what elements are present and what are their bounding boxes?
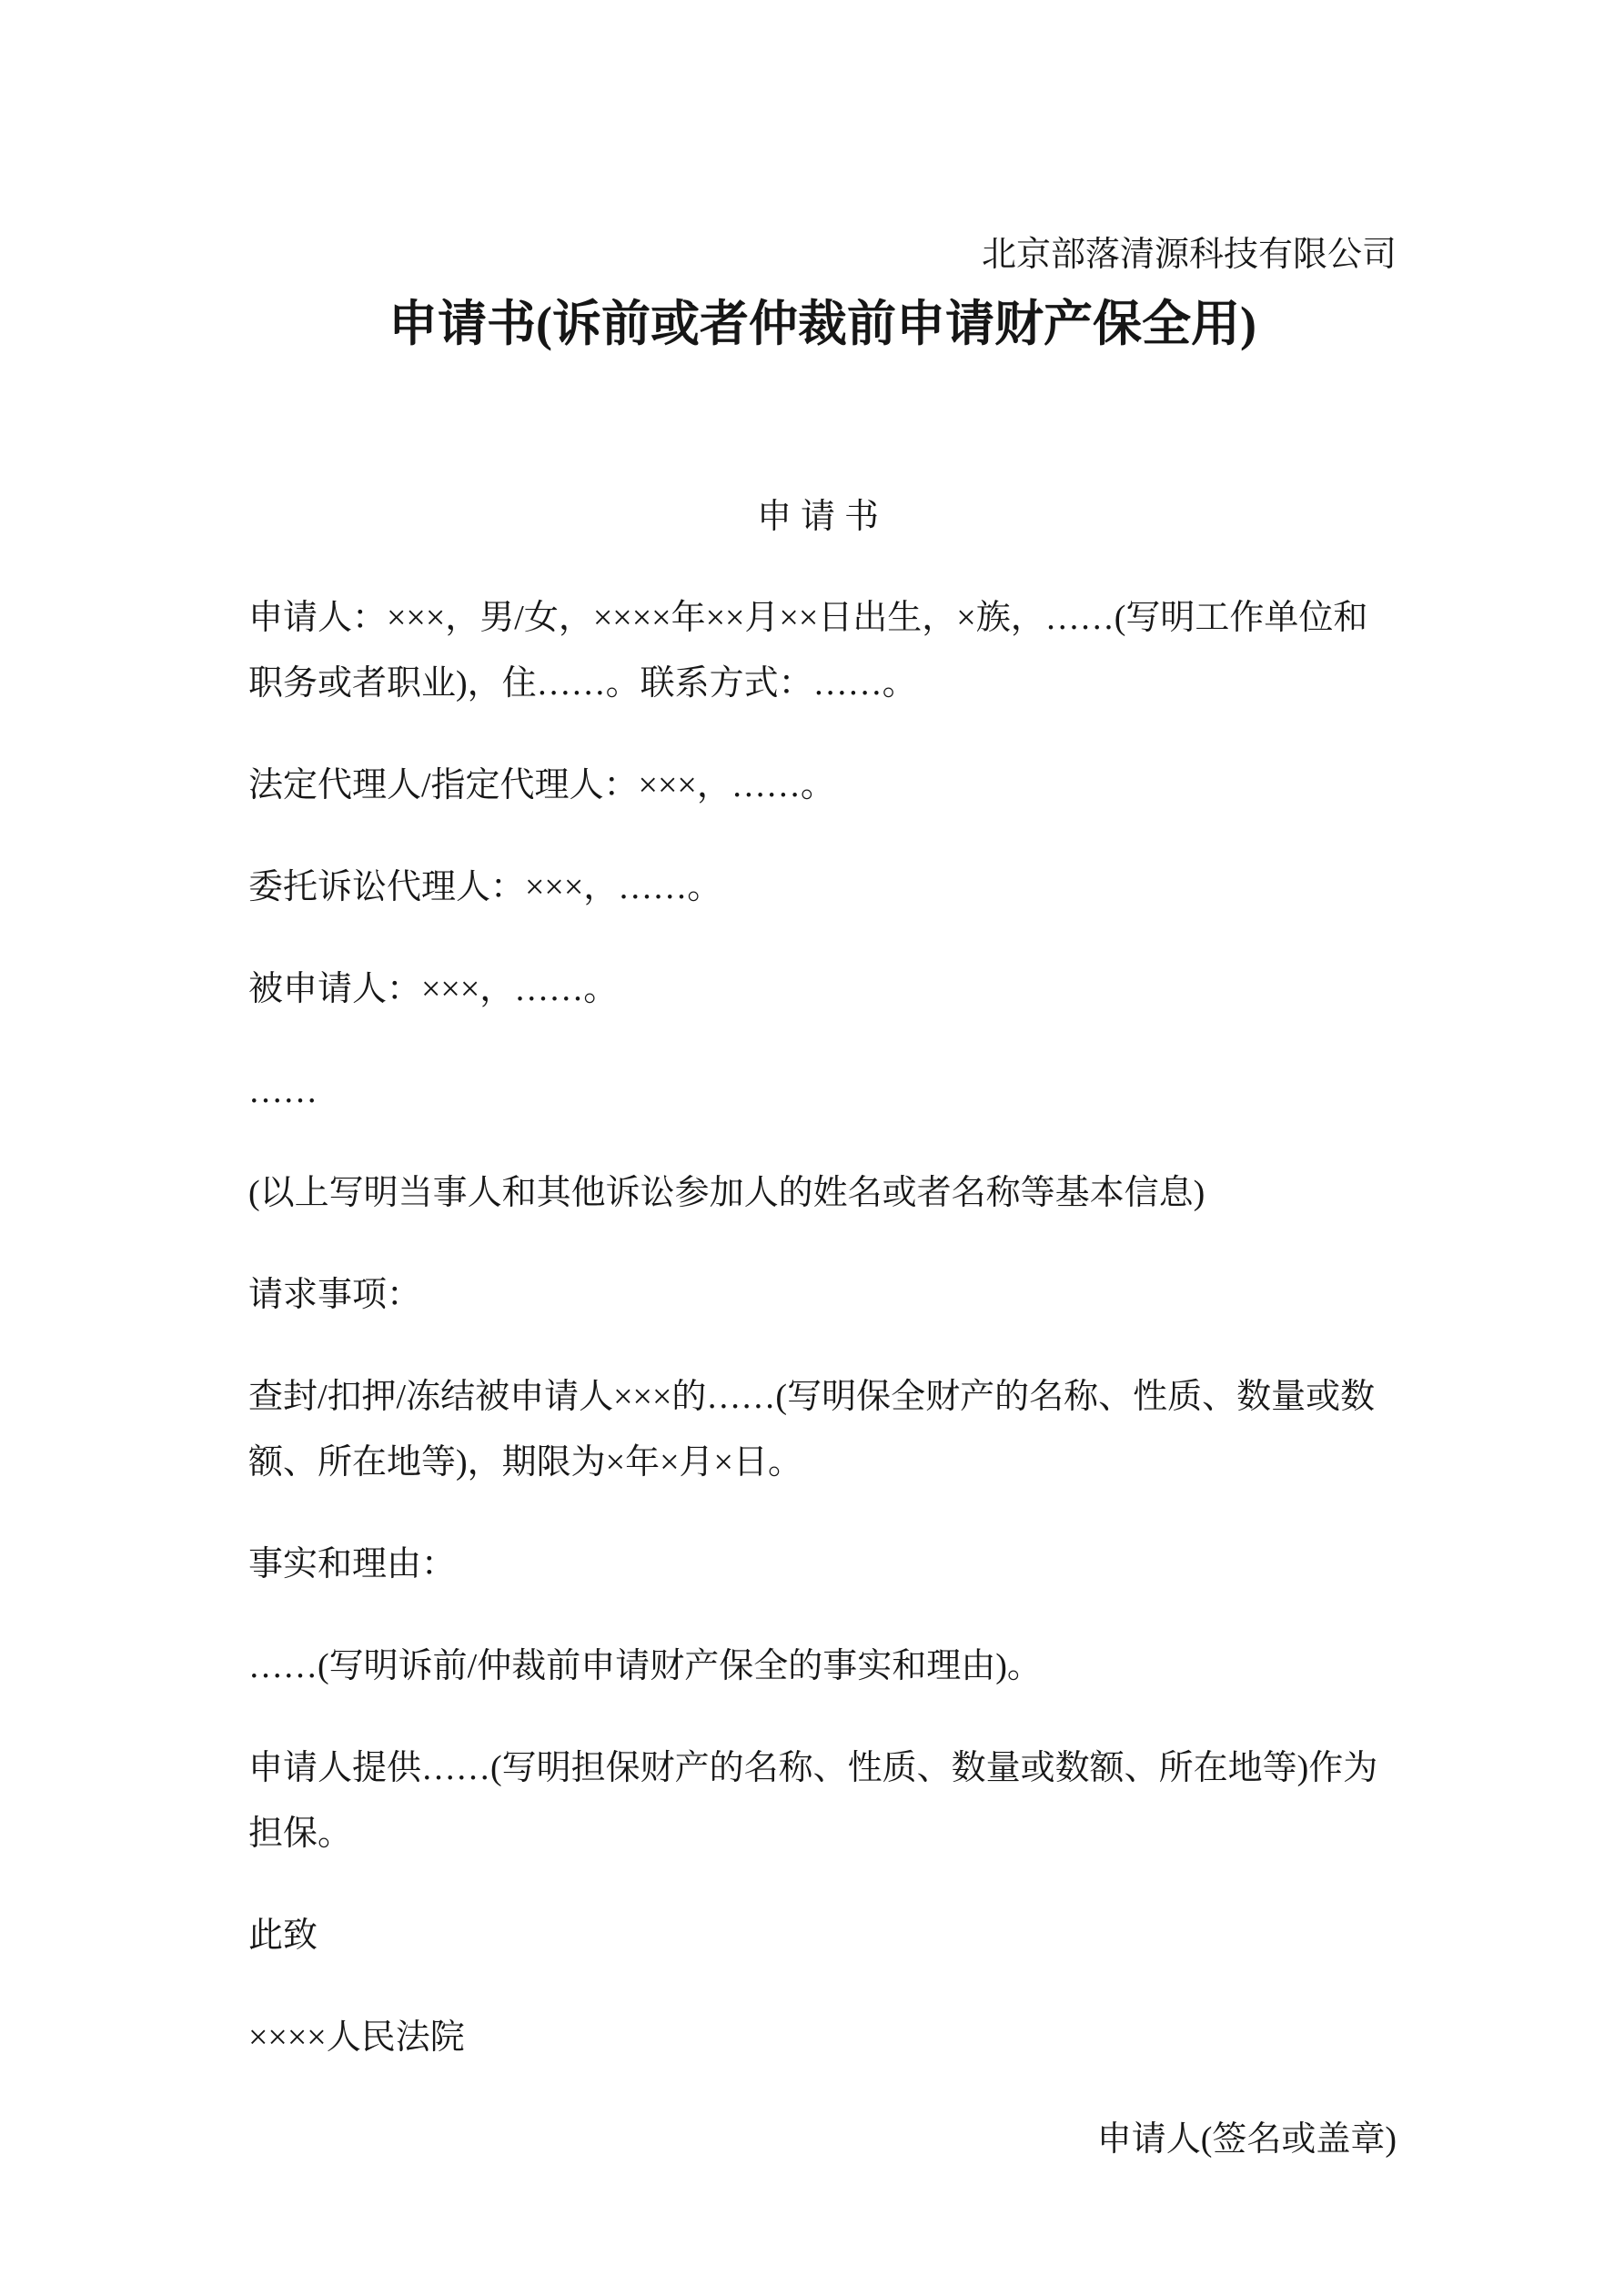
signature-line: 申请人(签名或盖章): [1096, 2120, 1397, 2159]
paragraph-parties-note: (以上写明当事人和其他诉讼参加人的姓名或者名称等基本信息): [248, 1174, 1205, 1212]
document-subtitle: 申请书: [756, 498, 888, 536]
document-body: [248, 585, 1397, 2172]
paragraph-request-heading: 请求事项：: [248, 1276, 422, 1314]
paragraph-applicant-info: 申请人：×××，男/女，××××年××月××日出生，×族，……(写明工作单位和职务或者职业)，住……。联系方式：……。: [248, 599, 1368, 703]
paragraph-court-name: ××××人民法院: [248, 2018, 465, 2057]
paragraph-facts-heading: 事实和理由：: [248, 1545, 457, 1583]
paragraph-request-detail: 查封/扣押/冻结被申请人×××的……(写明保全财产的名称、性质、数量或数额、所在地等)，期限为×年×月×日。: [248, 1378, 1376, 1482]
paragraph-ellipsis: ……: [248, 1072, 318, 1110]
paragraph-legal-agent: 法定代理人/指定代理人：×××，……。: [248, 766, 835, 804]
company-name: 北京部落清源科技有限公司: [981, 236, 1397, 274]
paragraph-respondent: 被申请人：×××，……。: [248, 970, 619, 1008]
paragraph-litigation-agent: 委托诉讼代理人：×××，……。: [248, 868, 722, 906]
paragraph-facts-detail: ……(写明诉前/仲裁前申请财产保全的事实和理由)。: [248, 1647, 1042, 1685]
paragraph-salutation: 此致: [248, 1917, 318, 1955]
paragraph-guarantee: 申请人提供……(写明担保财产的名称、性质、数量或数额、所在地等)作为担保。: [248, 1749, 1378, 1853]
document-title: 申请书(诉前或者仲裁前申请财产保全用): [388, 297, 1256, 351]
